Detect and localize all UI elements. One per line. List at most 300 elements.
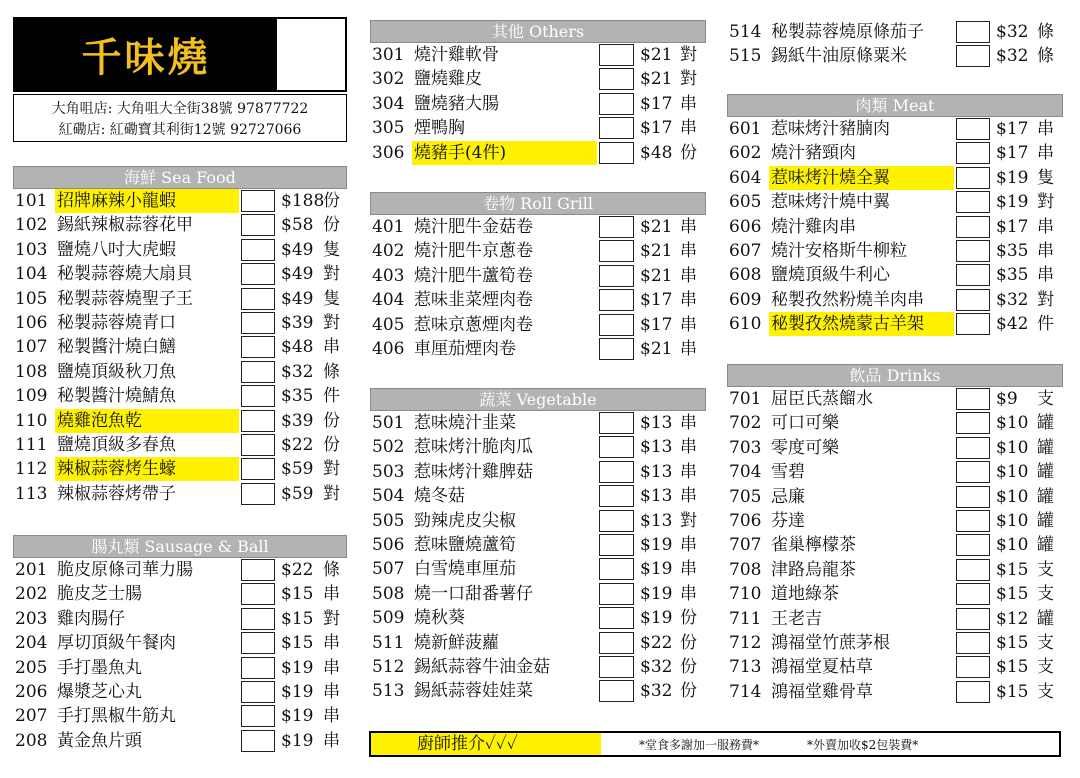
item-name: 手打墨魚丸 [57, 657, 142, 678]
item-unit: 罐 [1037, 462, 1054, 483]
shop-addresses [13, 94, 347, 142]
item-code: 202 [15, 584, 48, 605]
quantity-box[interactable] [599, 583, 634, 605]
quantity-box[interactable] [241, 214, 275, 236]
item-unit: 串 [1037, 265, 1054, 286]
item-price: $32 [281, 361, 314, 382]
item-code: 503 [372, 461, 405, 482]
item-price: $17 [996, 119, 1029, 139]
item-unit: 份 [323, 191, 340, 211]
item-unit: 份 [680, 681, 697, 702]
item-code: 505 [372, 510, 405, 531]
item-code: 305 [372, 118, 405, 139]
item-price: $49 [281, 288, 314, 309]
item-unit: 罐 [1037, 535, 1054, 556]
quantity-box[interactable] [241, 681, 275, 703]
item-name: 錫紙蒜蓉牛油金菇 [414, 656, 550, 677]
item-code: 701 [729, 389, 762, 409]
quantity-box[interactable] [956, 264, 990, 286]
item-name: 惹味烤汁豬腩肉 [771, 119, 890, 139]
item-name: 秘製蒜蓉燒聖子王 [57, 288, 193, 309]
item-price: $19 [640, 534, 673, 555]
section-title: 蔬菜 Vegetable [370, 388, 706, 411]
item-code: 501 [372, 413, 405, 433]
quantity-box[interactable] [241, 705, 275, 727]
quantity-box[interactable] [241, 583, 275, 605]
quantity-box[interactable] [241, 434, 275, 456]
menu-item-row [370, 43, 706, 67]
item-code: 504 [372, 486, 405, 507]
quantity-box[interactable] [599, 68, 634, 90]
quantity-box[interactable] [956, 45, 990, 67]
item-name: 惹味烤汁燒全翼 [769, 166, 954, 190]
item-name: 鹽燒雞皮 [414, 69, 482, 90]
item-price: $21 [640, 45, 673, 65]
item-unit: 串 [680, 437, 697, 458]
item-price: $32 [640, 681, 673, 702]
item-name: 津路烏龍茶 [771, 559, 856, 580]
item-name: 芬達 [771, 510, 805, 531]
item-price: $19 [281, 657, 314, 678]
quantity-box[interactable] [599, 93, 634, 115]
quantity-box[interactable] [241, 263, 275, 285]
item-price: $10 [996, 486, 1029, 507]
quantity-box[interactable] [956, 608, 990, 630]
quantity-box[interactable] [956, 21, 990, 43]
menu-item-row [370, 92, 706, 116]
quantity-box[interactable] [956, 142, 990, 164]
quantity-box[interactable] [599, 314, 634, 336]
item-price: $39 [281, 410, 314, 431]
item-unit: 支 [1037, 657, 1054, 678]
item-price: $21 [640, 217, 673, 237]
section-vegetable [370, 388, 706, 704]
item-name: 鹽燒頂級牛利心 [771, 265, 890, 286]
menu-item-row [370, 582, 706, 606]
quantity-box[interactable] [956, 412, 990, 434]
item-price: $48 [640, 142, 673, 163]
menu-item-row [727, 190, 1063, 214]
item-name: 零度可樂 [771, 437, 839, 458]
item-price: $35 [281, 386, 314, 407]
branch-address-2: 紅磡店: 紅磡寶其利街12號 92727066 [58, 122, 302, 138]
item-code: 515 [729, 46, 762, 67]
item-unit: 串 [680, 314, 697, 335]
quantity-box[interactable] [241, 410, 275, 432]
section-veg2 [727, 20, 1063, 69]
quantity-box[interactable] [956, 461, 990, 483]
item-unit: 串 [680, 461, 697, 482]
quantity-box[interactable] [956, 216, 990, 238]
item-unit: 罐 [1037, 510, 1054, 531]
item-price: $15 [996, 632, 1029, 653]
item-unit: 串 [1037, 143, 1054, 164]
quantity-box[interactable] [599, 632, 634, 654]
item-code: 608 [729, 265, 762, 286]
item-unit: 條 [323, 560, 340, 580]
item-name: 錫紙辣椒蒜蓉花甲 [57, 215, 193, 236]
item-name: 可口可樂 [771, 413, 839, 434]
item-unit: 對 [323, 459, 340, 480]
item-code: 306 [372, 142, 405, 163]
quantity-box[interactable] [241, 483, 275, 505]
quantity-box[interactable] [241, 288, 275, 310]
shop-name: 千味燒 [81, 35, 211, 81]
item-price: $48 [281, 337, 314, 358]
item-code: 704 [729, 462, 762, 483]
menu-item-row [727, 239, 1063, 263]
quantity-box[interactable] [956, 388, 990, 410]
item-unit: 份 [680, 608, 697, 629]
quantity-box[interactable] [241, 559, 275, 581]
item-name: 惹味鹽燒蘆筍 [414, 534, 516, 555]
item-name: 鴻福堂雞骨草 [771, 681, 873, 702]
quantity-box[interactable] [599, 656, 634, 678]
item-code: 208 [15, 730, 48, 751]
item-unit: 件 [1037, 314, 1054, 335]
item-code: 203 [15, 608, 48, 629]
item-price: $9 [996, 389, 1018, 409]
item-code: 512 [372, 656, 405, 677]
quantity-box[interactable] [241, 730, 275, 752]
item-price: $17 [640, 290, 673, 311]
service-charge-note: *堂食多謝加一服務費* [639, 738, 760, 752]
item-code: 602 [729, 143, 762, 164]
item-unit: 串 [323, 337, 340, 358]
menu-item-row [13, 680, 347, 704]
item-code: 703 [729, 437, 762, 458]
item-name: 辣椒蒜蓉烤帶子 [57, 483, 176, 504]
item-price: $19 [281, 730, 314, 751]
item-unit: 對 [1037, 289, 1054, 310]
item-price: $10 [996, 413, 1029, 434]
item-price: $59 [281, 459, 314, 480]
section-title: 飲品 Drinks [727, 364, 1063, 387]
item-code: 705 [729, 486, 762, 507]
item-code: 712 [729, 632, 762, 653]
section-title: 其他 Others [370, 20, 706, 43]
item-price: $35 [996, 265, 1029, 286]
menu-item-row [727, 582, 1063, 606]
item-unit: 對 [323, 483, 340, 504]
quantity-box[interactable] [956, 534, 990, 556]
item-name: 道地綠茶 [771, 584, 839, 605]
menu-item-row [13, 582, 347, 606]
menu-item-row [370, 484, 706, 508]
menu-item-row [370, 631, 706, 655]
item-price: $22 [281, 434, 314, 455]
item-code: 107 [15, 337, 48, 358]
item-name: 秘製蒜蓉燒原條茄子 [771, 22, 924, 42]
quantity-box[interactable] [956, 681, 990, 703]
item-name: 屈臣氏蒸餾水 [771, 389, 873, 409]
quantity-box[interactable] [241, 458, 275, 480]
item-unit: 對 [680, 45, 697, 65]
menu-item-row [370, 116, 706, 140]
quantity-box[interactable] [599, 216, 634, 238]
quantity-box[interactable] [599, 412, 634, 434]
quantity-box[interactable] [956, 632, 990, 654]
menu-item-row [727, 460, 1063, 484]
item-code: 405 [372, 314, 405, 335]
menu-footer [369, 731, 1061, 757]
item-unit: 串 [680, 265, 697, 286]
item-name: 雞肉腸仔 [57, 608, 125, 629]
menu-item-row [727, 141, 1063, 165]
item-code: 106 [15, 312, 48, 333]
item-price: $32 [996, 22, 1029, 42]
item-name: 鹽燒頂級秋刀魚 [57, 361, 176, 382]
menu-item-row [370, 239, 706, 263]
item-unit: 串 [680, 486, 697, 507]
item-price: $21 [640, 338, 673, 359]
item-unit: 對 [323, 608, 340, 629]
item-price: $17 [640, 118, 673, 139]
item-price: $58 [281, 215, 314, 236]
menu-item-row [370, 533, 706, 557]
item-name: 燒豬手(4件) [412, 141, 597, 165]
menu-item-row [727, 20, 1063, 44]
item-price: $10 [996, 462, 1029, 483]
item-code: 707 [729, 535, 762, 556]
item-code: 402 [372, 241, 405, 262]
menu-item-row [727, 411, 1063, 435]
menu-item-row [13, 311, 347, 335]
quantity-box[interactable] [241, 657, 275, 679]
item-code: 406 [372, 338, 405, 359]
item-name: 秘製醬汁燒鯖魚 [57, 386, 176, 407]
item-code: 109 [15, 386, 48, 407]
section-meat [727, 94, 1063, 337]
quantity-box[interactable] [956, 559, 990, 581]
item-unit: 串 [1037, 216, 1054, 237]
item-price: $15 [996, 657, 1029, 678]
item-code: 607 [729, 240, 762, 261]
menu-item-row [13, 607, 347, 631]
item-code: 506 [372, 534, 405, 555]
item-price: $19 [640, 559, 673, 580]
item-price: $188 [281, 191, 325, 211]
quantity-box[interactable] [241, 608, 275, 630]
quantity-box[interactable] [956, 486, 990, 508]
item-code: 204 [15, 633, 48, 654]
menu-item-row [727, 680, 1063, 704]
item-price: $15 [996, 584, 1029, 605]
item-unit: 罐 [1037, 486, 1054, 507]
menu-item-row [727, 485, 1063, 509]
menu-item-row [727, 509, 1063, 533]
item-name: 厚切頂級午餐肉 [57, 633, 176, 654]
item-code: 714 [729, 681, 762, 702]
quantity-box[interactable] [956, 240, 990, 262]
menu-item-row [727, 215, 1063, 239]
quantity-box[interactable] [599, 142, 634, 164]
item-price: $13 [640, 461, 673, 482]
quantity-box[interactable] [599, 117, 634, 139]
item-price: $13 [640, 413, 673, 433]
quantity-box[interactable] [956, 583, 990, 605]
quantity-box[interactable] [599, 680, 634, 702]
quantity-box[interactable] [956, 191, 990, 213]
item-name: 勁辣虎皮尖椒 [414, 510, 516, 531]
item-name: 白雪燒車厘茄 [414, 559, 516, 580]
quantity-box[interactable] [599, 265, 634, 287]
item-unit: 串 [680, 93, 697, 114]
item-name: 王老吉 [771, 608, 822, 629]
item-unit: 串 [680, 583, 697, 604]
item-code: 103 [15, 239, 48, 260]
quantity-box[interactable] [599, 510, 634, 532]
section-title: 卷物 Roll Grill [370, 192, 706, 215]
item-price: $32 [996, 289, 1029, 310]
quantity-box[interactable] [956, 656, 990, 678]
item-name: 脆皮原條司華力腸 [57, 560, 193, 580]
item-name: 脆皮芝士腸 [57, 584, 142, 605]
item-price: $13 [640, 486, 673, 507]
quantity-box[interactable] [241, 239, 275, 261]
item-unit: 串 [680, 338, 697, 359]
item-unit: 支 [1037, 389, 1054, 409]
item-price: $15 [281, 584, 314, 605]
quantity-box[interactable] [241, 312, 275, 334]
section-title: 海鮮 Sea Food [13, 166, 347, 189]
item-unit: 串 [323, 633, 340, 654]
item-price: $15 [281, 608, 314, 629]
item-name: 手打黑椒牛筋丸 [57, 706, 176, 727]
menu-item-row [727, 533, 1063, 557]
item-code: 401 [372, 217, 405, 237]
item-price: $19 [281, 681, 314, 702]
item-name: 錫紙蒜蓉娃娃菜 [414, 681, 533, 702]
item-price: $42 [996, 314, 1029, 335]
item-price: $19 [640, 608, 673, 629]
menu-item-row [370, 264, 706, 288]
item-unit: 支 [1037, 681, 1054, 702]
quantity-box[interactable] [956, 313, 990, 335]
item-name: 惹味京蔥煙肉卷 [414, 314, 533, 335]
item-unit: 串 [323, 657, 340, 678]
quantity-box[interactable] [241, 190, 275, 212]
item-price: $59 [281, 483, 314, 504]
item-price: $39 [281, 312, 314, 333]
menu-item-row [727, 436, 1063, 460]
item-unit: 串 [323, 730, 340, 751]
item-name: 招牌麻辣小龍蝦 [55, 189, 239, 213]
menu-item-row [13, 262, 347, 286]
quantity-box[interactable] [956, 510, 990, 532]
item-price: $49 [281, 239, 314, 260]
item-code: 104 [15, 264, 48, 285]
menu-item-row [727, 166, 1063, 190]
quantity-box[interactable] [241, 336, 275, 358]
quantity-box[interactable] [599, 44, 634, 66]
item-code: 301 [372, 45, 405, 65]
quantity-box[interactable] [241, 361, 275, 383]
menu-item-row [727, 558, 1063, 582]
item-code: 205 [15, 657, 48, 678]
item-unit: 條 [1037, 46, 1054, 67]
item-unit: 串 [1037, 240, 1054, 261]
quantity-box[interactable] [599, 461, 634, 483]
menu-item-row [727, 312, 1063, 336]
item-code: 610 [729, 314, 762, 335]
quantity-box[interactable] [599, 289, 634, 311]
menu-item-row [370, 67, 706, 91]
item-unit: 份 [323, 410, 340, 431]
quantity-box[interactable] [241, 632, 275, 654]
item-price: $21 [640, 69, 673, 90]
item-price: $22 [640, 632, 673, 653]
item-name: 燒汁安格斯牛柳粒 [771, 240, 907, 261]
menu-item-row [13, 287, 347, 311]
section-roll [370, 192, 706, 361]
item-code: 507 [372, 559, 405, 580]
quantity-box[interactable] [241, 385, 275, 407]
item-name: 鹽燒豬大腸 [414, 93, 499, 114]
item-code: 502 [372, 437, 405, 458]
item-unit: 罐 [1037, 608, 1054, 629]
item-price: $22 [281, 560, 314, 580]
quantity-box[interactable] [599, 607, 634, 629]
quantity-box[interactable] [956, 118, 990, 140]
branch-address-1: 大角咀店: 大角咀大全街38號 97877722 [51, 101, 309, 117]
quantity-box[interactable] [599, 240, 634, 262]
item-name: 鴻福堂竹蔗茅根 [771, 632, 890, 653]
item-price: $12 [996, 608, 1029, 629]
item-unit: 串 [1037, 119, 1054, 139]
item-price: $15 [996, 681, 1029, 702]
item-price: $19 [996, 167, 1029, 188]
menu-item-row [370, 460, 706, 484]
menu-item-row [13, 482, 347, 506]
menu-item-row [727, 387, 1063, 411]
item-unit: 串 [680, 559, 697, 580]
quantity-box[interactable] [599, 485, 634, 507]
quantity-box[interactable] [599, 338, 634, 360]
item-name: 煙鴨胸 [414, 118, 465, 139]
menu-item-row [370, 141, 706, 165]
item-name: 燒新鮮菠蘿 [414, 632, 499, 653]
item-price: $32 [640, 656, 673, 677]
item-code: 609 [729, 289, 762, 310]
item-unit: 件 [323, 386, 340, 407]
item-name: 惹味烤汁燒中翼 [771, 192, 890, 213]
quantity-box[interactable] [956, 437, 990, 459]
menu-item-row [13, 335, 347, 359]
item-price: $15 [996, 559, 1029, 580]
item-unit: 份 [323, 215, 340, 236]
item-code: 708 [729, 559, 762, 580]
item-name: 秘製醬汁燒白鱔 [57, 337, 176, 358]
section-title: 肉類 Meat [727, 94, 1063, 117]
quantity-box[interactable] [956, 289, 990, 311]
menu-item-row [370, 557, 706, 581]
item-name: 惹味烤汁脆肉瓜 [414, 437, 533, 458]
item-name: 鴻福堂夏枯草 [771, 657, 873, 678]
item-unit: 隻 [323, 288, 340, 309]
menu-item-row [370, 679, 706, 703]
item-unit: 串 [680, 241, 697, 262]
item-price: $17 [640, 93, 673, 114]
menu-item-row [727, 117, 1063, 141]
item-unit: 罐 [1037, 437, 1054, 458]
menu-item-row [370, 606, 706, 630]
quantity-box[interactable] [956, 167, 990, 189]
quantity-box[interactable] [599, 436, 634, 458]
item-unit: 條 [1037, 22, 1054, 42]
quantity-box[interactable] [599, 534, 634, 556]
quantity-box[interactable] [599, 558, 634, 580]
